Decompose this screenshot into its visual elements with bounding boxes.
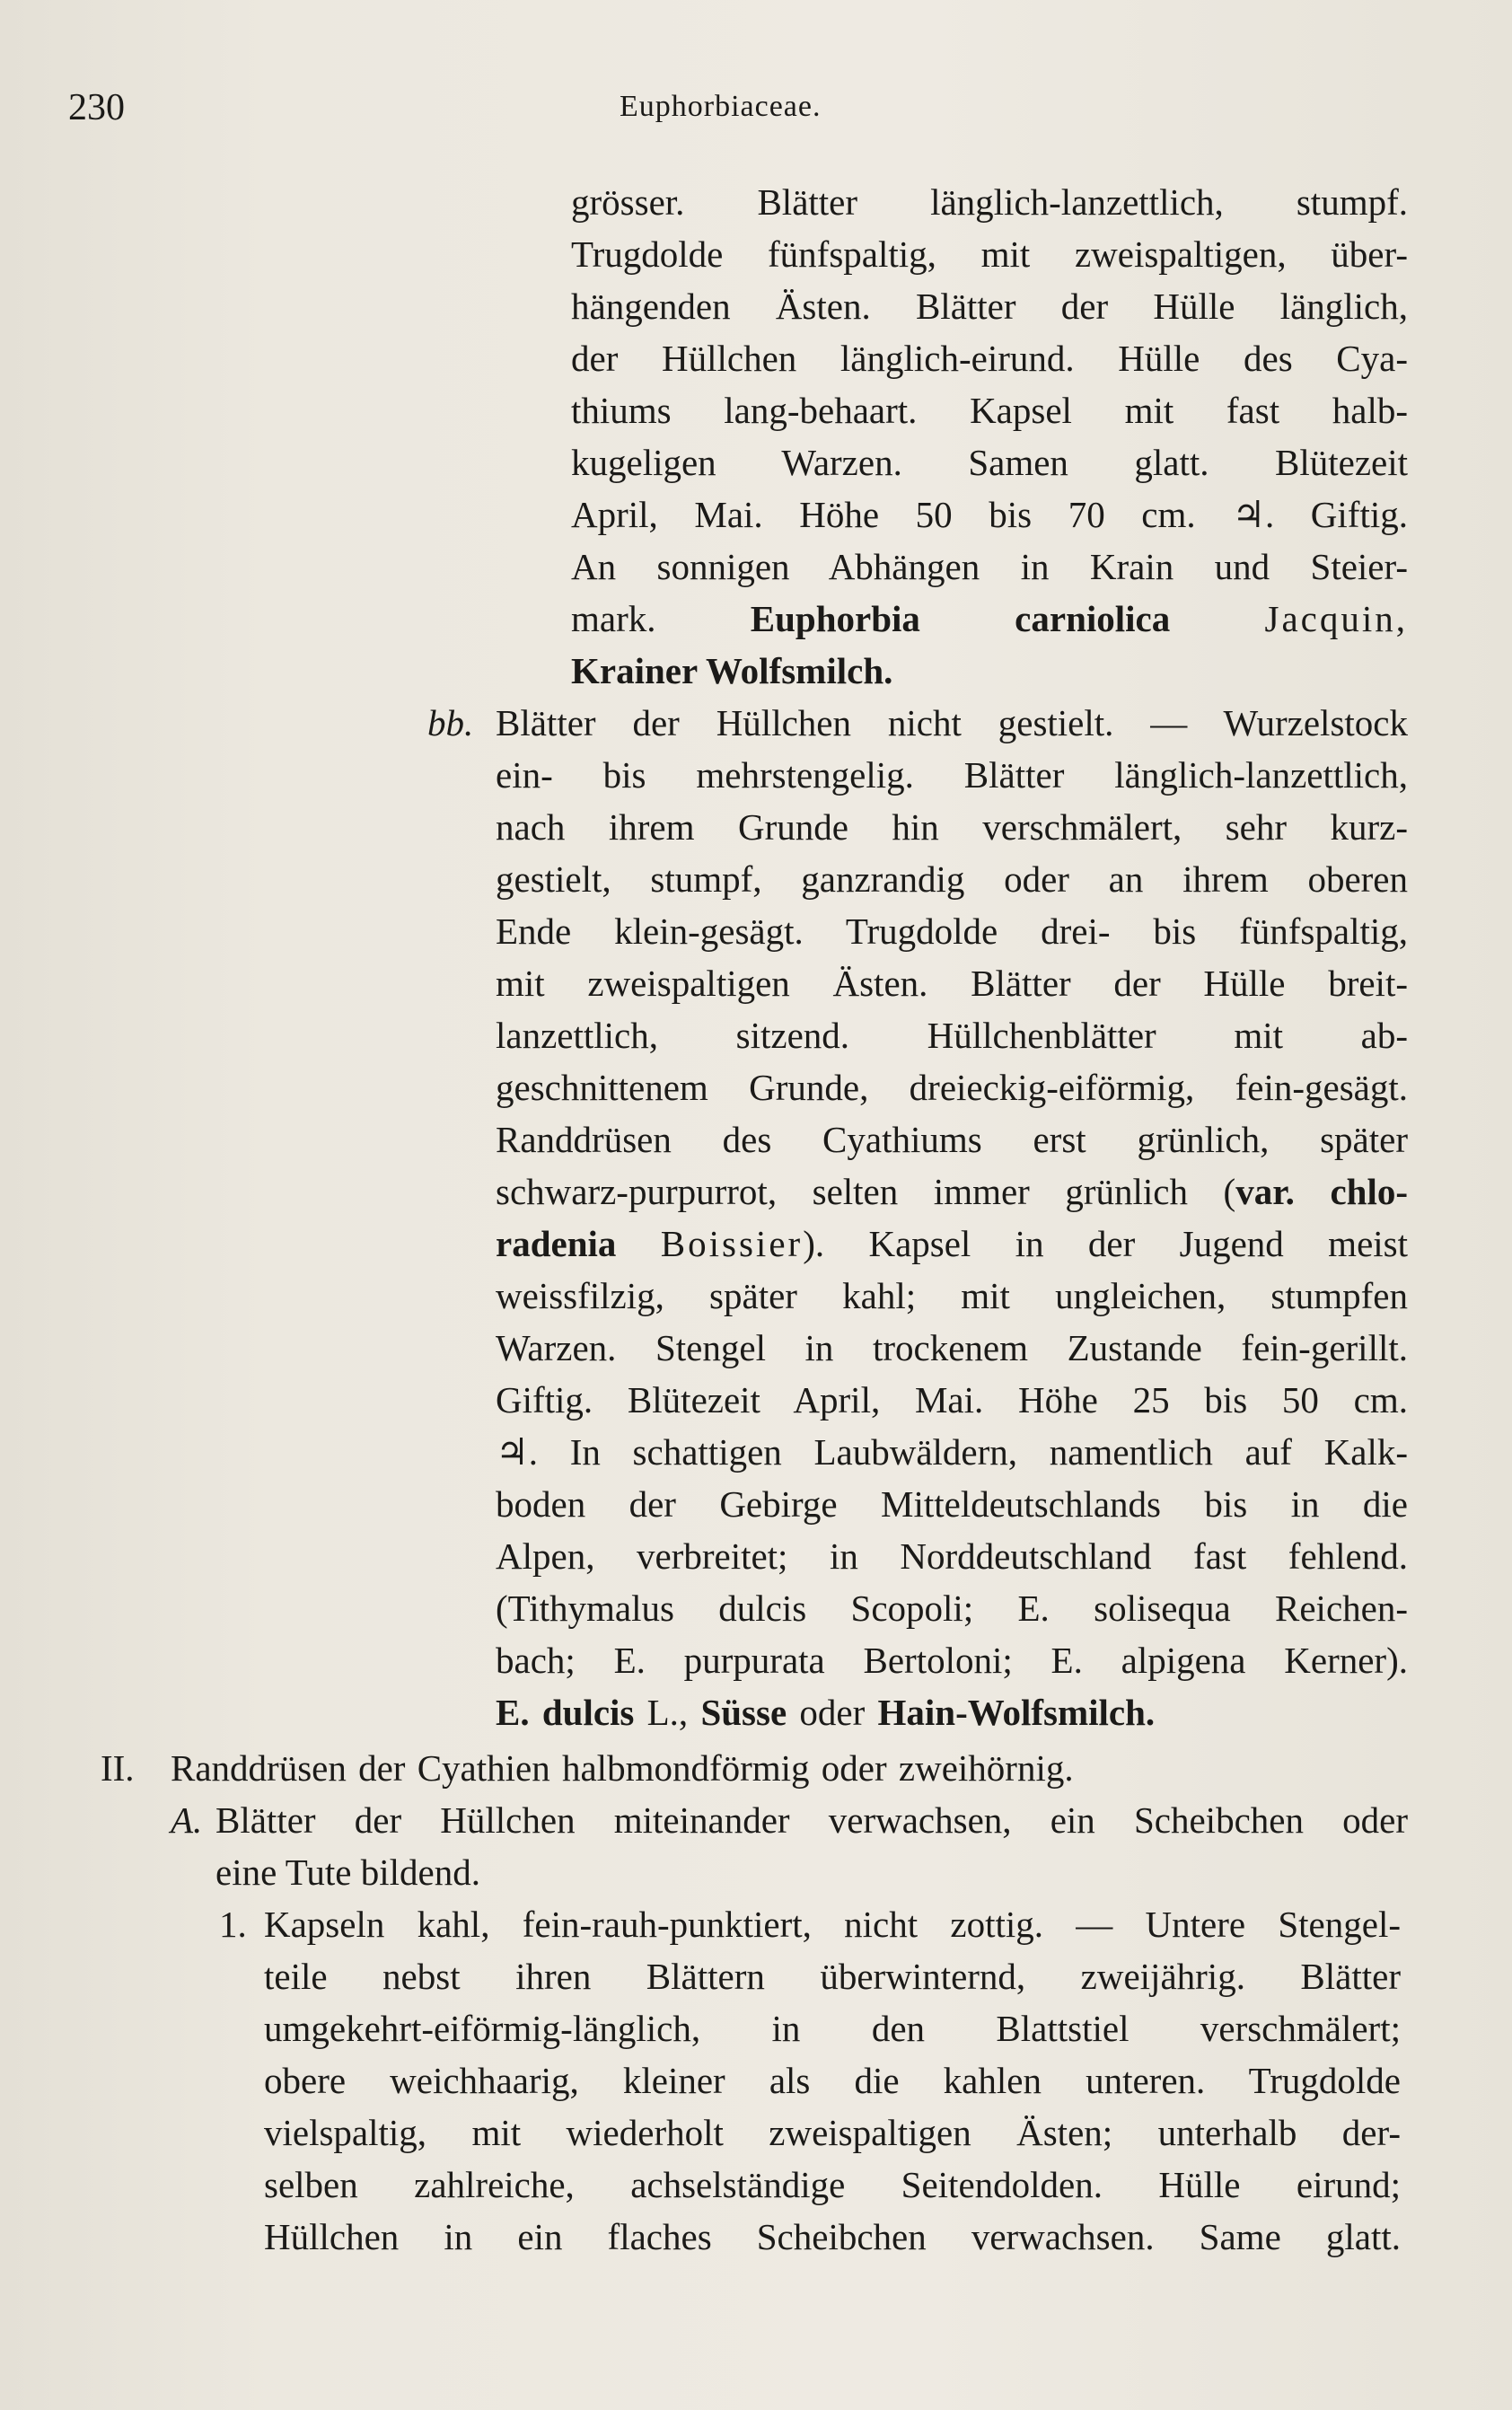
text-line: Trugdolde fünfspaltig, mit zweispaltigen, über- — [571, 233, 1408, 275]
text-line — [571, 593, 1408, 645]
text-line: kugeligen Warzen. Samen glatt. Blütezeit — [571, 442, 1408, 483]
text-line: vielspaltig, mit wiederholt zweispaltigen Ästen; unterhalb der- — [264, 2112, 1401, 2153]
author-name: Jacquin, — [1264, 598, 1409, 639]
text-line: grösser. Blätter länglich-lanzettlich, stumpf. — [571, 181, 1408, 223]
text-line: hängenden Ästen. Blätter der Hülle länglich, — [571, 286, 1408, 327]
text-line: weissfilzig, später kahl; mit ungleichen, stumpfen — [496, 1275, 1408, 1316]
common-name: Hain-Wolfsmilch. — [877, 1692, 1156, 1733]
key-label: bb. — [427, 702, 474, 743]
text-run: schwarz-purpurrot, selten immer grünlich ( — [496, 1171, 1236, 1212]
item-label: 1. — [219, 1904, 247, 1945]
common-name: Süsse — [700, 1692, 787, 1733]
page-header — [0, 86, 1512, 140]
text-line: mit zweispaltigen Ästen. Blätter der Hülle breit- — [496, 963, 1408, 1004]
text-line: teile nebst ihren Blättern überwinternd, zweijährig. Blätter — [264, 1956, 1401, 1997]
text-line — [571, 645, 1408, 697]
section-label: II. — [101, 1747, 135, 1789]
species-name: E. dulcis — [496, 1692, 635, 1733]
running-head: Euphorbiaceae. — [620, 90, 822, 123]
text-line: Blätter der Hüllchen nicht gestielt. — Wurzelstock — [496, 702, 1408, 743]
text-line: selben zahlreiche, achselständige Seitendolden. Hülle eirund; — [264, 2164, 1401, 2205]
text-line: Randdrüsen des Cyathiums erst grünlich, später — [496, 1119, 1408, 1160]
text-line: nach ihrem Grunde hin verschmälert, sehr kurz- — [496, 806, 1408, 848]
text-line: Alpen, verbreitet; in Norddeutschland fast fehlend. — [496, 1535, 1408, 1577]
variety-name: radenia — [496, 1223, 617, 1264]
section-label: A. — [171, 1799, 203, 1841]
text-line: boden der Gebirge Mitteldeutschlands bis in die — [496, 1483, 1408, 1525]
text-line: (Tithymalus dulcis Scopoli; E. solisequa Reichen- — [496, 1588, 1408, 1629]
text-line — [496, 1165, 1408, 1218]
text-line: bach; E. purpurata Bertoloni; E. alpigena Kerner). — [496, 1640, 1408, 1681]
text-line: geschnittenem Grunde, dreieckig-eiförmig, fein-gesägt. — [496, 1067, 1408, 1108]
page-number: 230 — [68, 87, 125, 128]
text-line: ein- bis mehrstengelig. Blätter länglich-lanzettlich, — [496, 754, 1408, 796]
text-line: lanzettlich, sitzend. Hüllchenblätter mit ab- — [496, 1015, 1408, 1056]
text-line: umgekehrt-eiförmig-länglich, in den Blattstiel verschmälert; — [264, 2008, 1401, 2049]
text-line: gestielt, stumpf, ganzrandig oder an ihrem oberen — [496, 858, 1408, 900]
species-name: Euphorbia carniolica — [750, 598, 1171, 639]
text-line: Warzen. Stengel in trockenem Zustande fein-gerillt. — [496, 1327, 1408, 1368]
text-line: eine Tute bildend. — [215, 1851, 480, 1893]
text-line: Giftig. Blütezeit April, Mai. Höhe 25 bis 50 cm. — [496, 1379, 1408, 1420]
text-line: thiums lang-behaart. Kapsel mit fast halb- — [571, 390, 1408, 431]
text-run: oder — [799, 1692, 866, 1733]
text-line: ♃. In schattigen Laubwäldern, namentlich auf Kalk- — [496, 1431, 1408, 1473]
text-line — [496, 1686, 1408, 1738]
text-line: April, Mai. Höhe 50 bis 70 cm. ♃. Giftig. — [571, 494, 1408, 535]
text-line: Ende klein-gesägt. Trugdolde drei- bis fünfspaltig, — [496, 910, 1408, 952]
text-line: obere weichhaarig, kleiner als die kahlen unteren. Trugdolde — [264, 2060, 1401, 2101]
text-run: mark. — [571, 598, 656, 639]
text-line: Hüllchen in ein flaches Scheibchen verwachsen. Same glatt. — [264, 2216, 1401, 2257]
variety-name: var. chlo- — [1235, 1171, 1408, 1212]
text-line: An sonnigen Abhängen in Krain und Steier- — [571, 546, 1408, 587]
author-name: L., — [646, 1692, 689, 1733]
text-run: ). Kapsel in der Jugend meist — [803, 1223, 1408, 1264]
text-line: der Hüllchen länglich-eirund. Hülle des Cya- — [571, 338, 1408, 379]
text-line: Blätter der Hüllchen miteinander verwachsen, ein Scheibchen oder — [215, 1799, 1408, 1841]
text-line: Kapseln kahl, fein-rauh-punktiert, nicht zottig. — Untere Stengel- — [264, 1904, 1401, 1945]
text-line — [496, 1218, 1408, 1270]
text-line: Randdrüsen der Cyathien halbmondförmig oder zweihörnig. — [171, 1747, 1074, 1789]
common-name: Krainer Wolfsmilch. — [571, 650, 893, 691]
author-name: Boissier — [660, 1223, 804, 1264]
